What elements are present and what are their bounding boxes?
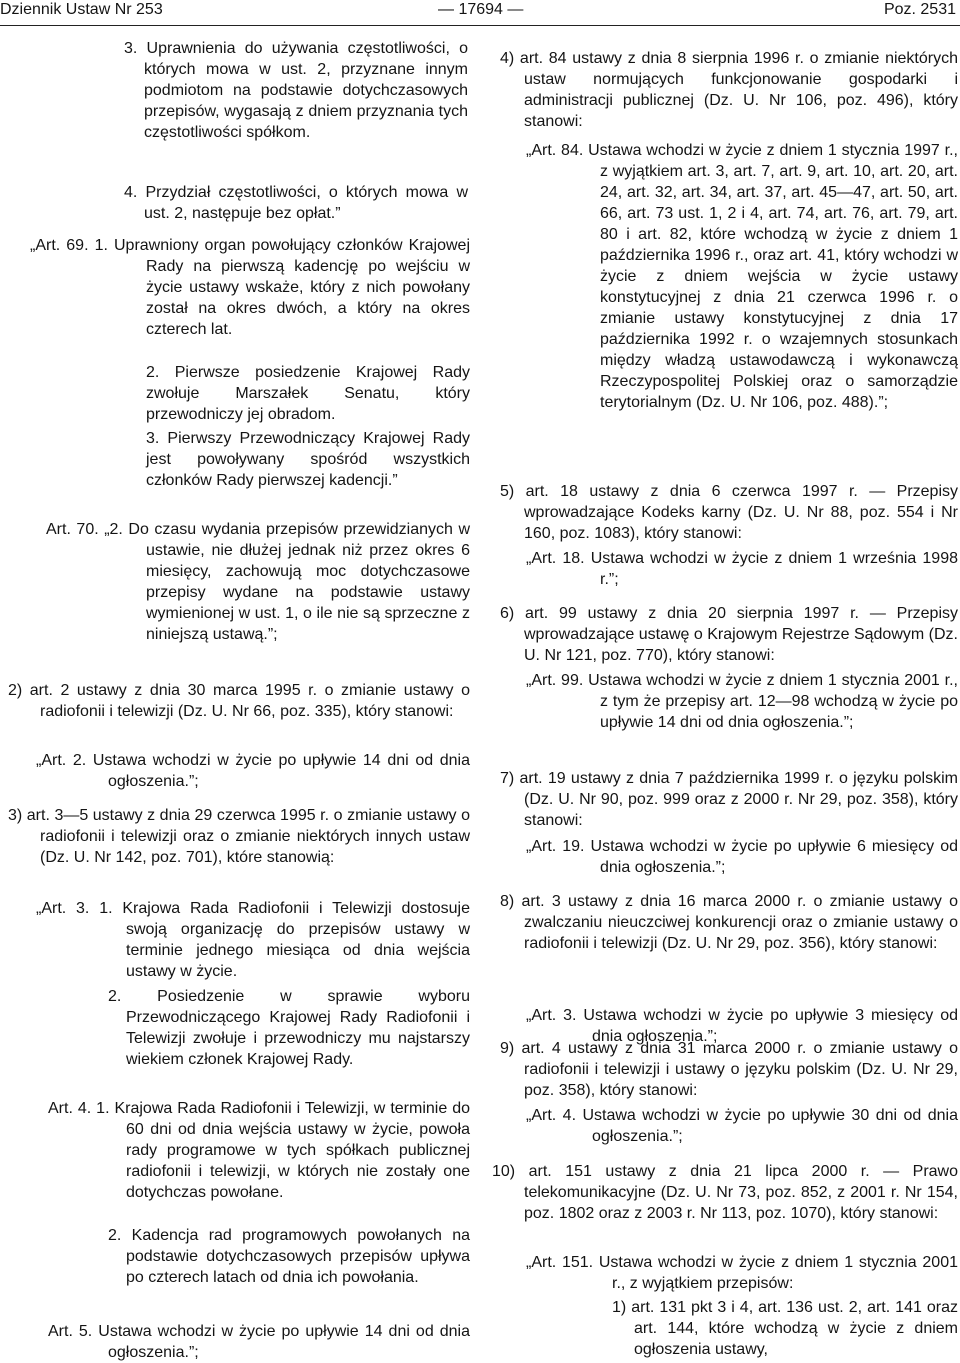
page-number: — 17694 — [438,1,524,18]
page-header [0,0,960,22]
article-paragraph: „Art. 69. 1. Uprawniony organ powołujący członków Krajowej Rady na pierwszą kadencję po wejściu w życie ustawy wskaże, który z nich powołany został na okres dwóch, a który na okres czterech lat. [30,237,470,338]
journal-title: Dziennik Ustaw Nr 253 [0,1,163,18]
list-item: 6) art. 99 ustawy z dnia 20 sierpnia 1997 r. — Przepisy wprowadzające ustawę o Krajowym Rejestrze Sądowym (Dz. U. Nr 121, poz. 770), który stanowi: [500,605,958,664]
quoted-article: „Art. 99. Ustawa wchodzi w życie z dniem 1 stycznia 2001 r., z tym że przepisy art. 12—98 wchodzą w życie po upływie 14 dni od dnia ogłoszenia.”; [526,672,958,731]
paragraph: 2. Kadencja rad programowych powołanych na podstawie dotychczasowych przepisów upływa po czterech latach od dnia ich powołania. [108,1227,470,1286]
quoted-article: „Art. 3. 1. Krajowa Rada Radiofonii i Telewizji dostosuje swoją organizację do przepisów ustawy w terminie jednego miesiąca od dnia wejścia ustawy w życie. [36,900,470,980]
list-item: 9) art. 4 ustawy z dnia 31 marca 2000 r. o zmianie ustawy o radiofonii i telewizji i ustawy o języku polskim (Dz. U. Nr 29, poz. 358), który stanowi: [500,1040,958,1099]
quoted-article: „Art. 19. Ustawa wchodzi w życie po upływie 6 miesięcy od dnia ogłoszenia.”; [526,838,958,876]
list-item: 2) art. 2 ustawy z dnia 30 marca 1995 r. o zmianie ustawy o radiofonii i telewizji (Dz. U. Nr 66, poz. 335), który stanowi: [8,682,470,720]
article-paragraph: Art. 4. 1. Krajowa Rada Radiofonii i Telewizji, w terminie do 60 dni od dnia wejścia ustawy w życie, powoła rady programowe w tych spółkach publicznej radiofonii i telewizji, w których nie zostały one dotychczas powołane. [48,1100,470,1201]
article-paragraph: Art. 70. „2. Do czasu wydania przepisów przewidzianych w ustawie, nie dłużej jednak niż przez okres 6 miesięcy, zachowują moc dotychczasowe przepisy wydane na podstawie ustawy wymienionej w ust. 1, o ile nie są sprzeczne z niniejszą ustawą.”; [46,521,470,643]
list-item: 8) art. 3 ustawy z dnia 16 marca 2000 r. o zmianie ustawy o zwalczaniu nieuczciwej konkurencji oraz o zmianie ustawy o radiofonii i telewizji (Dz. U. Nr 29, poz. 356), który stanowi: [500,893,958,952]
paragraph: 3. Pierwszy Przewodniczący Krajowej Rady jest powoływany spośród wszystkich członków Rady pierwszej kadencji.” [146,430,470,489]
list-item: 7) art. 19 ustawy z dnia 7 października 1999 r. o języku polskim (Dz. U. Nr 90, poz. 999 oraz z 2000 r. Nr 29, poz. 358), który stanowi: [500,770,958,829]
article-paragraph: Art. 5. Ustawa wchodzi w życie po upływie 14 dni od dnia ogłoszenia.”; [48,1323,470,1361]
quoted-article: „Art. 2. Ustawa wchodzi w życie po upływie 14 dni od dnia ogłoszenia.”; [36,752,470,790]
list-item: 5) art. 18 ustawy z dnia 6 czerwca 1997 r. — Przepisy wprowadzające Kodeks karny (Dz. U. Nr 88, poz. 554 i Nr 160, poz. 1083), który stanowi: [500,483,958,542]
list-item: 10) art. 151 ustawy z dnia 21 lipca 2000 r. — Prawo telekomunikacyjne (Dz. U. Nr 73, poz. 852, z 2001 r. Nr 154, poz. 1802 oraz z 2003 r. Nr 113, poz. 1070), który stanowi: [492,1163,958,1222]
quoted-article: „Art. 3. Ustawa wchodzi w życie po upływie 3 miesięcy od dnia ogłoszenia.”; [526,1007,958,1045]
paragraph: 2. Pierwsze posiedzenie Krajowej Rady zwołuje Marszałek Senatu, który przewodniczy jej obradom. [146,364,470,423]
quoted-article: „Art. 84. Ustawa wchodzi w życie z dniem 1 stycznia 1997 r., z wyjątkiem art. 3, art. 7, art. 9, art. 10, art. 20, art. 24, art. 32, art. 34, art. 37, art. 45—47, art. 50, art. 66, art. 73 ust. 1, 2 i 4, art. 74, art. 76, art. 79, art. 80 i art. 82, które wchodzą w życie z dniem 1 października 1996 r., oraz art. 41, który wchodzi w życie z dniem wejścia w życie ustawy konstytucyjnej z dnia 21 czerwca 1996 r. o zmianie ustawy konstytucyjnej z dnia 17 października 1992 r. o wzajemnych stosunkach między władzą ustawodawczą i wykonawczą Rzeczypospolitej Polskiej oraz o samorządzie terytorialnym (Dz. U. Nr 106, poz. 488).”; [526,142,958,411]
paragraph: 4. Przydział częstotliwości, o których mowa w ust. 2, następuje bez opłat.” [124,184,468,222]
quoted-article: „Art. 4. Ustawa wchodzi w życie po upływie 30 dni od dnia ogłoszenia.”; [526,1107,958,1145]
quoted-article: „Art. 18. Ustawa wchodzi w życie z dniem 1 września 1998 r.”; [526,550,958,588]
list-item: 3) art. 3—5 ustawy z dnia 29 czerwca 1995 r. o zmianie ustawy o radiofonii i telewizji oraz o zmianie niektórych innych ustaw (Dz. U. Nr 142, poz. 701), które stanowią: [8,807,470,866]
list-item: 4) art. 84 ustawy z dnia 8 sierpnia 1996 r. o zmianie niektórych ustaw normujących funkcjonowanie gospodarki i administracji publicznej (Dz. U. Nr 106, poz. 496), który stanowi: [500,50,958,130]
paragraph: 2. Posiedzenie w sprawie wyboru Przewodniczącego Krajowej Rady Radiofonii i Telewizji zwołuje i przewodniczy mu najstarszy wiekiem członek Krajowej Rady. [108,988,470,1068]
sub-list-item: 1) art. 131 pkt 3 i 4, art. 136 ust. 2, art. 141 oraz art. 144, które wchodzą w życie z dniem ogłoszenia ustawy, [612,1299,958,1358]
header-rule [0,25,960,26]
position-number: Poz. 2531 [883,1,956,18]
paragraph: 3. Uprawnienia do używania częstotliwości, o których mowa w ust. 2, przyznane innym podmiotom na podstawie dotychczasowych przepisów, wygasają z dniem przyznania tych częstotliwości spółkom. [124,40,468,141]
quoted-article: „Art. 151. Ustawa wchodzi w życie z dniem 1 stycznia 2001 r., z wyjątkiem przepisów: [526,1254,958,1292]
